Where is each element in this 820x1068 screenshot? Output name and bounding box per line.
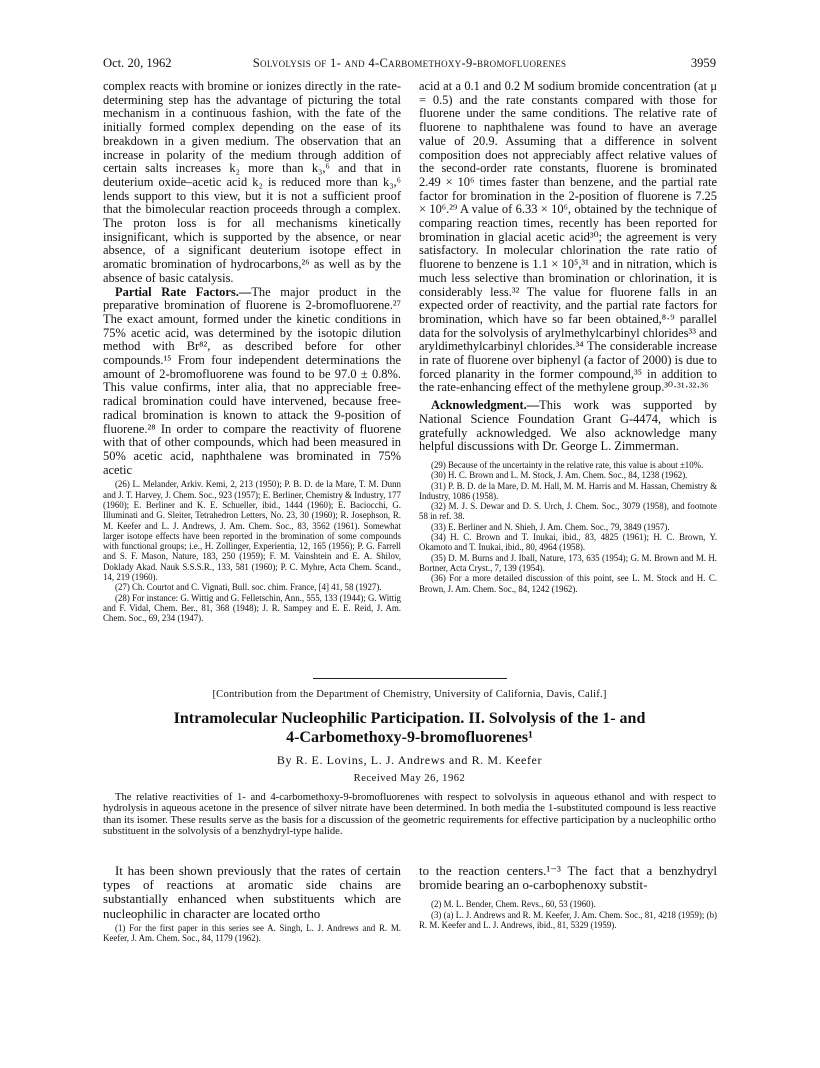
acknowledgment-heading: Acknowledgment.—: [431, 398, 540, 413]
article-left-column: [103, 864, 401, 943]
header-page-number: 3959: [690, 56, 716, 70]
footnote-33: (33) E. Berliner and N. Shieh, J. Am. Chem. Soc., 79, 3849 (1957).: [431, 521, 670, 532]
header-date: Oct. 20, 1962: [103, 56, 172, 70]
article-title-line-2: 4-Carbomethoxy-9-bromofluorenes¹: [286, 729, 533, 746]
article-intro-text: It has been shown previously that the rates of certain types of reactions at aromatic side chains are substantially enhanced when substituents which are nucleophilic in character are located ortho: [103, 864, 401, 921]
left-column-paragraph-1: complex reacts with bromine or ionizes directly in the rate-determining step has the advantage of picturing the total mechanism in a continuous fashion, with the fate of the initially formed complex depending on the ease of its breakdown in a given medium. The observation that an increase in polarity of the medium through addition of certain salts increases k₂ more than k₃,⁶ and that in deuterium oxide–acetic acid k₂ is reduced more than k₃,⁶ lends support to this view, but it is not a sufficient proof that the bimolecular reaction proceeds through a complex. The proton loss is for all mechanisms kinetically insignificant, which is supported by the absence, or near absence, of a significant deuterium isotope effect in aromatic bromination of hydrocarbons,²⁶ as well as by the absence of basic catalysis.: [103, 79, 401, 285]
header-running-title: Solvolysis of 1- and 4-Carbomethoxy-9-bromofluorenes: [252, 56, 567, 70]
right-column-footnotes: [419, 460, 717, 594]
received-date: Received May 26, 1962: [353, 773, 466, 784]
footnote-3: (3) (a) L. J. Andrews and R. M. Keefer, J. Am. Chem. Soc., 81, 4218 (1959); (b) R. M. Keefer and L. J. Andrews, ibid., 81, 5329 (1959).: [419, 909, 717, 930]
footnote-27: (27) Ch. Courtot and C. Vignati, Bull. soc. chim. France, [4] 41, 58 (1927).: [115, 582, 382, 593]
right-column-paragraph-1: acid at a 0.1 and 0.2 M sodium bromide concentration (at μ = 0.5) and the rate constants compared with those for fluorene under the same conditions. The relative rate of fluorene to naphthalene was found to have an average value of 20.9. Assuming that a difference in solvent composition does not appreciably affect relative values of the second-order rate constants, fluorene is brominated 2.49 × 10⁶ times faster than benzene, and the partial rate factor for bromination in the 2-position of fluorene is 7.25 × 10⁶.²⁹ A value of 6.33 × 10⁶, obtained by the technique of comparing reaction times, recently has been reported for bromination in glacial acetic acid³⁰; the agreement is very satisfactory. In molecular chlorination the rate ratio of fluorene to benzene is 1.1 × 10⁵,³¹ and in nitration, which is much less selective than bromination or chlorination, it is considerably less.³² The value for fluorene falls in an expected order of reactivity, and the partial rate factors for bromination, which have so far been obtained,⁸·⁹ parallel data for the solvolysis of arylmethylcarbinyl chlorides³³ and aryldimethylcarbinyl chlorides.³⁴ The considerable increase in rate of fluorene over biphenyl (a factor of 2000) is due to forced planarity in the former compound,³⁵ in addition to the rate-enhancing effect of the methylene group.³⁰·³¹·³²·³⁶: [419, 79, 717, 395]
article-abstract: The relative reactivities of 1- and 4-carbomethoxy-9-bromofluorenes with respect to solvolysis in aqueous ethanol and with respect to hydrolysis in aqueous acetone in the presence of silver nitrate have been determined. In both media the 1-substituted compound is less reactive than its isomer. These results serve as the basis for a discussion of the geometric requirements for effective participation by a nucleophilic ortho substituent in the solvolysis of a benzhydryl-type halide.: [103, 792, 716, 837]
footnote-1: (1) For the first paper in this series see A. Singh, L. J. Andrews and R. M. Keefer, J. Am. Chem. Soc., 84, 1179 (1962).: [103, 922, 401, 944]
article-right-column: [419, 864, 717, 930]
article-title-line-1: Intramolecular Nucleophilic Participation. II. Solvolysis of the 1- and: [173, 710, 646, 727]
right-column: [419, 80, 717, 594]
left-column-paragraph-2: [103, 286, 401, 478]
footnote-34: (34) H. C. Brown and T. Inukai, ibid., 83, 4825 (1961); H. C. Brown, Y. Okamoto and T. Inukai, ibid., 80, 4964 (1958).: [419, 532, 717, 553]
article-authors: By R. E. Lovins, L. J. Andrews and R. M. Keefer: [276, 753, 543, 767]
partial-rate-factors-heading: Partial Rate Factors.—: [115, 284, 252, 299]
running-header: [103, 56, 716, 74]
acknowledgment-text: This work was supported by National Science Foundation Grant G-4474, which is gratefully acknowledged. We also acknowledge many helpful discussions with Dr. George L. Zimmerman.: [419, 398, 717, 454]
acknowledgment-paragraph: [419, 399, 717, 454]
left-column-footnotes: [103, 479, 401, 623]
footnote-35: (35) D. M. Burns and J. Iball, Nature, 173, 635 (1954); G. M. Brown and M. H. Bortner, Acta Cryst., 7, 139 (1954).: [419, 552, 717, 573]
footnote-29: (29) Because of the uncertainty in the relative rate, this value is about ±10%.: [431, 459, 704, 470]
footnote-32: (32) M. J. S. Dewar and D. S. Urch, J. Chem. Soc., 3079 (1958), and footnote 58 in ref. 38.: [419, 501, 717, 522]
article-title: [103, 709, 716, 747]
article-left-footnotes: [103, 923, 401, 944]
footnote-31: (31) P. B. D. de la Mare, D. M. Hall, M. M. Harris and M. Hassan, Chemistry & Industry, 1086 (1958).: [419, 480, 717, 501]
contribution-line: [Contribution from the Department of Chemistry, University of California, Davis, Calif.]: [212, 689, 607, 700]
left-column: [103, 80, 401, 624]
footnote-26: (26) L. Melander, Arkiv. Kemi, 2, 213 (1950); P. B. D. de la Mare, T. M. Dunn and J. T. Harvey, J. Chem. Soc., 923 (1957); E. Berliner, Chemistry & Industry, 177 (1960); E. Berliner and K. E. Schueller, ibid., 1444 (1960); E. Baciocchi, G. Illuminati and G. Sleiter, Tetrahedron Letters, No. 23, 30 (1960); R. Josephson, R. M. Keefer and L. J. Andrews, J. Am. Chem. Soc., 83, 3562 (1961). Somewhat larger isotope effects have been reported in the bromination of some compounds with functional groups; i.e., H. Zollinger, Experientia, 12, 165 (1956); P. G. Farrell and S. F. Mason, Nature, 183, 250 (1959); F. M. Vainshtein and E. A. Shilov, Doklady Akad. Nauk S.S.S.R., 133, 581 (1960); P. C. Myhre, Acta Chem. Scand., 14, 219 (1960).: [103, 479, 401, 583]
section-divider: [313, 678, 507, 679]
footnote-28: (28) For instance: G. Wittig and G. Felletschin, Ann., 555, 133 (1944); G. Wittig and F. Vidal, Chem. Ber., 81, 368 (1948); J. R. Sampey and E. E. Reid, J. Am. Chem. Soc., 69, 234 (1947).: [103, 592, 401, 624]
footnote-36: (36) For a more detailed discussion of this point, see L. M. Stock and H. C. Brown, J. Am. Chem. Soc., 84, 1242 (1962).: [419, 573, 717, 594]
partial-rate-factors-text: The major product in the preparative bromination of fluorene is 2-bromofluorene.²⁷ The exact amount, formed under the kinetic conditions in 75% acetic acid, was determined by the isotopic dilution method with Br⁸², as described before for other compounds.¹⁵ From four independent determinations the amount of 2-bromofluorene was found to be 97.0 ± 0.8%. This value confirms, inter alia, that no appreciable free-radical bromination could have intervened, because free-radical bromination is known to attack the 9-position of fluorene.²⁸ In order to compare the reactivity of fluorene with that of other compounds, which had been measured in 50% acetic acid, naphthalene was brominated in 75% acetic: [103, 284, 401, 477]
footnote-30: (30) H. C. Brown and L. M. Stock, J. Am. Chem. Soc., 84, 1238 (1962).: [431, 470, 688, 481]
article-intro-continued: to the reaction centers.¹⁻³ The fact that a benzhydryl bromide bearing an o-carbophenoxy substit-: [419, 864, 717, 893]
footnote-2: (2) M. L. Bender, Chem. Revs., 60, 53 (1960).: [431, 899, 596, 910]
article-right-footnotes: [419, 899, 717, 930]
